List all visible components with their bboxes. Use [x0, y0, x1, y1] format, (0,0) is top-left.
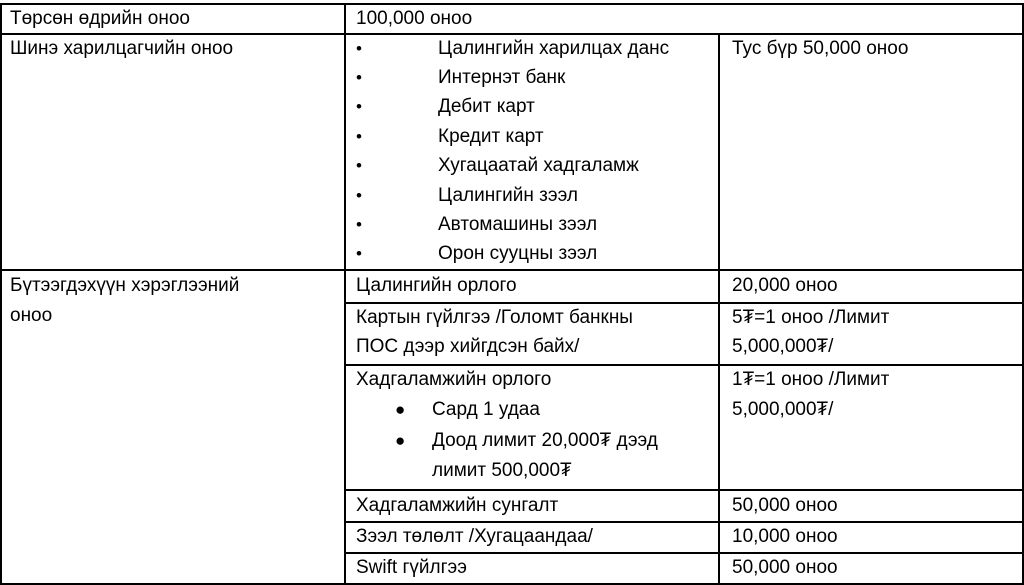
new-customer-points-label: Шинэ харилцагчийн оноо — [10, 38, 234, 59]
swift-transaction-points: 50,000 оноо — [732, 557, 838, 578]
new-customer-points-value: Тус бүр 50,000 оноо — [732, 38, 909, 59]
product-usage-label: оноо — [10, 305, 53, 326]
list-item: Цалингийн харилцах данс — [438, 38, 670, 59]
bullet-icon: • — [356, 156, 362, 175]
bullet-icon: ● — [395, 431, 406, 450]
list-item: Доод лимит 20,000₮ дээд — [432, 430, 658, 451]
deposit-renewal-points: 50,000 оноо — [732, 495, 838, 516]
table-border-left — [0, 3, 2, 585]
card-transaction-label: Картын гүйлгээ /Голомт банкны — [356, 307, 633, 328]
birthday-points-label: Төрсөн өдрийн оноо — [10, 8, 190, 29]
product-usage-label: Бүтээгдэхүүн хэрэглээний — [10, 275, 240, 296]
deposit-income-label: Хадгаламжийн орлого — [356, 369, 552, 390]
card-transaction-points: 5₮=1 оноо /Лимит — [732, 307, 890, 328]
column-divider — [344, 3, 346, 585]
bullet-icon: • — [356, 244, 362, 263]
deposit-income-points: 5,000,000₮/ — [732, 399, 834, 420]
list-item: Орон сууцны зээл — [438, 243, 598, 264]
list-item: Кредит карт — [438, 126, 544, 147]
list-item: Автомашины зээл — [438, 214, 598, 235]
list-item: лимит 500,000₮ — [432, 460, 572, 481]
card-transaction-label: ПОС дээр хийгдсэн байх/ — [356, 336, 580, 357]
bullet-icon: • — [356, 186, 362, 205]
bullet-icon: • — [356, 39, 362, 58]
column-divider — [718, 33, 720, 585]
card-transaction-points: 5,000,000₮/ — [732, 336, 834, 357]
bullet-icon: • — [356, 127, 362, 146]
loan-repayment-label: Зээл төлөлт /Хугацаандаа/ — [356, 526, 593, 547]
bullet-icon: • — [356, 68, 362, 87]
deposit-renewal-label: Хадгаламжийн сунгалт — [356, 495, 559, 516]
list-item: Интернэт банк — [438, 67, 566, 88]
list-item: Хугацаатай хадгаламж — [438, 155, 639, 176]
bullet-icon: • — [356, 97, 362, 116]
deposit-income-points: 1₮=1 оноо /Лимит — [732, 369, 890, 390]
birthday-points-value: 100,000 оноо — [356, 8, 473, 29]
swift-transaction-label: Swift гүйлгээ — [356, 557, 467, 578]
loan-repayment-points: 10,000 оноо — [732, 526, 838, 547]
bullet-icon: • — [356, 215, 362, 234]
list-item: Дебит карт — [438, 96, 535, 117]
list-item: Сард 1 удаа — [432, 399, 540, 420]
bullet-icon: ● — [395, 400, 406, 419]
salary-income-label: Цалингийн орлого — [356, 275, 517, 296]
salary-income-points: 20,000 оноо — [732, 275, 838, 296]
list-item: Цалингийн зээл — [438, 185, 578, 206]
